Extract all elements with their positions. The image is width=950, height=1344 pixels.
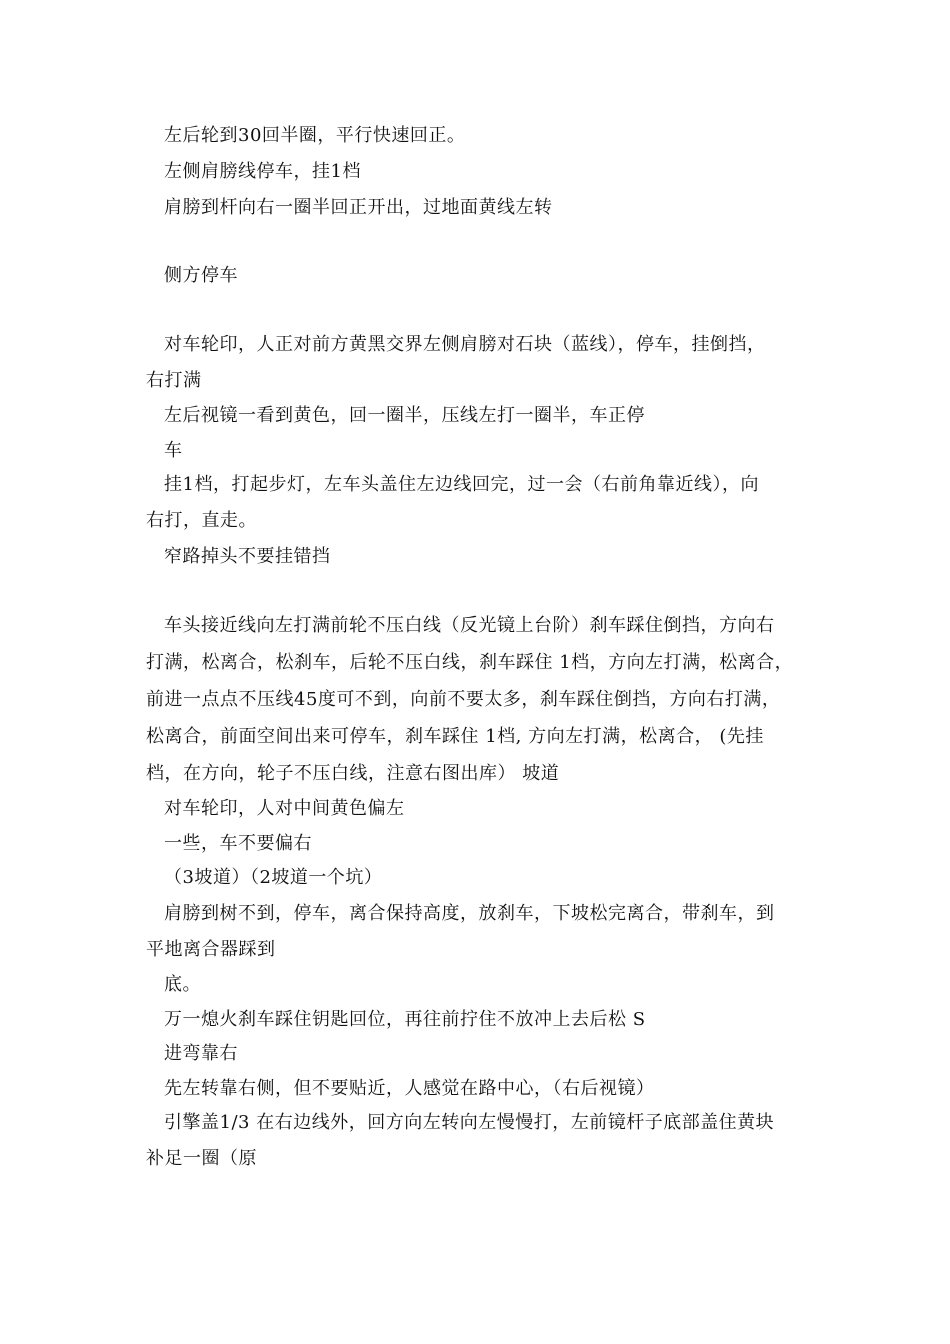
text-line: 右打满 (146, 370, 202, 391)
text-line: 先左转靠右侧，但不要贴近，人感觉在路中心，（右后视镜） (164, 1078, 655, 1099)
text-line: 引擎盖1/3 在右边线外，回方向左转向左慢慢打，左前镜杆子底部盖住黄块 (164, 1112, 775, 1133)
text-line: 平地离合器踩到 (146, 939, 276, 960)
text-line: 档，在方向，轮子不压白线，注意右图出库） 坡道 (146, 763, 560, 784)
text-line: 前进一点点不压线45度可不到，向前不要太多，刹车踩住倒挡，方向右打满， (146, 689, 781, 710)
text-line: 对车轮印，人正对前方黄黑交界左侧肩膀对石块（蓝线），停车，挂倒挡， (164, 334, 766, 355)
section-heading-side-parking: 侧方停车 (164, 265, 238, 286)
text-line: 车头接近线向左打满前轮不压白线（反光镜上台阶）刹车踩住倒挡，方向右 (164, 615, 775, 636)
text-line: 一些，车不要偏右 (164, 833, 312, 854)
section-heading-curve: 进弯靠右 (164, 1043, 238, 1064)
text-line: 右打，直走。 (146, 510, 257, 531)
text-line: 补足一圈（原 (146, 1148, 257, 1169)
text-line: 底。 (164, 974, 201, 995)
text-line: 肩膀到树不到，停车，离合保持高度，放刹车，下坡松完离合，带刹车，到 (164, 903, 775, 924)
text-line: 对车轮印，人对中间黄色偏左 (164, 798, 405, 819)
text-line: 肩膀到杆向右一圈半回正开出，过地面黄线左转 (164, 197, 553, 218)
text-line: 松离合，前面空间出来可停车，刹车踩住 1档, 方向左打满，松离合， (先挂 (146, 726, 764, 747)
text-line: 左后轮到30回半圈，平行快速回正。 (164, 125, 466, 146)
text-line: 车 (164, 440, 183, 461)
text-line: 挂1档，打起步灯，左车头盖住左边线回完，过一会（右前角靠近线），向 (164, 474, 759, 495)
text-line: 万一熄火刹车踩住钥匙回位，再往前拧住不放冲上去后松 S (164, 1009, 646, 1030)
text-line: 左后视镜一看到黄色，回一圈半，压线左打一圈半，车正停 (164, 405, 645, 426)
text-line: 打满，松离合，松刹车，后轮不压白线，刹车踩住 1档，方向左打满，松离合， (146, 652, 794, 673)
section-heading-narrow-turn: 窄路掉头不要挂错挡 (164, 546, 331, 567)
text-line: （3坡道）（2坡道一个坑） (164, 867, 383, 888)
text-line: 左侧肩膀线停车，挂1档 (164, 161, 361, 182)
